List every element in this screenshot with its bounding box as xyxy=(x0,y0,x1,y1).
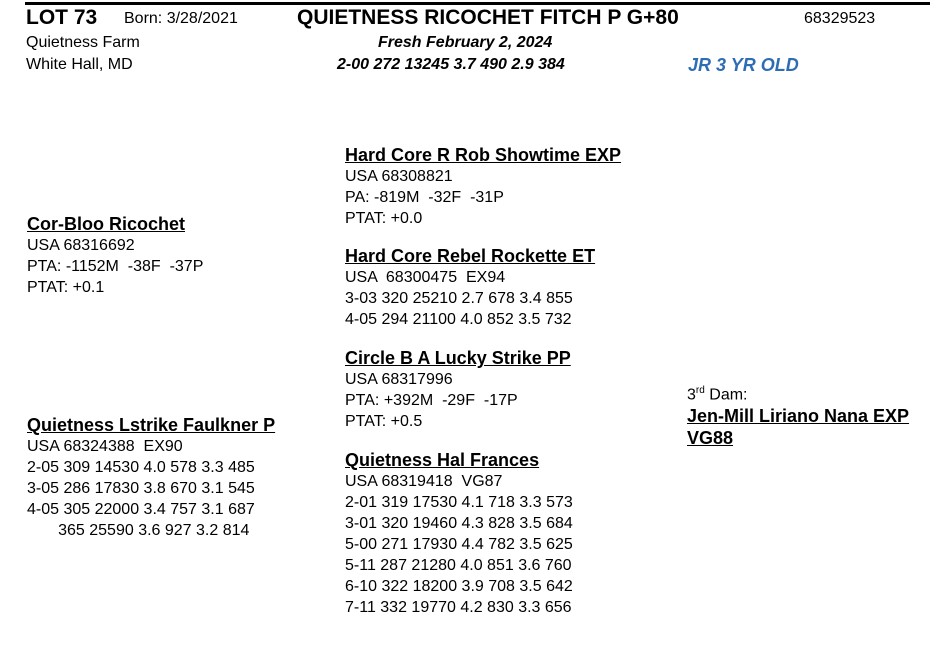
third-dam-label-number: 3 xyxy=(687,386,696,404)
dam-line: 365 25590 3.6 927 3.2 814 xyxy=(27,522,250,539)
dam-dam-line: 5-11 287 21280 4.0 851 3.6 760 xyxy=(345,557,572,574)
farm-name: Quietness Farm xyxy=(26,34,140,51)
registration-number: 68329523 xyxy=(804,10,876,27)
header-rule xyxy=(25,2,930,5)
dam-sire-line: PTA: +392M -29F -17P xyxy=(345,392,518,409)
dam-dam-line: 7-11 332 19770 4.2 830 3.3 656 xyxy=(345,599,572,616)
dam-dam-line: 6-10 322 18200 3.9 708 3.5 642 xyxy=(345,578,573,595)
dam-dam-line: USA 68319418 VG87 xyxy=(345,473,503,490)
third-dam-block xyxy=(687,380,909,449)
farm-location: White Hall, MD xyxy=(26,56,133,73)
dam-line: 4-05 305 22000 3.4 757 3.1 687 xyxy=(27,501,255,518)
third-dam-label-suffix: rd xyxy=(695,385,705,396)
birth-date: Born: 3/28/2021 xyxy=(124,10,238,27)
dam-dam-line: 2-01 319 17530 4.1 718 3.3 573 xyxy=(345,494,573,511)
sire-line: PTAT: +0.1 xyxy=(27,279,105,296)
third-dam-label-text: Dam: xyxy=(704,386,748,404)
sire-sire-name: Hard Core R Rob Showtime EXP xyxy=(345,145,622,165)
sire-block xyxy=(27,213,203,298)
animal-name: QUIETNESS RICOCHET FITCH P G+80 xyxy=(297,6,679,29)
sire-dam-block xyxy=(345,245,595,330)
dam-dam-name: Quietness Hal Frances xyxy=(345,450,540,470)
sire-name: Cor-Bloo Ricochet xyxy=(27,214,186,234)
dam-dam-line: 5-00 271 17930 4.4 782 3.5 625 xyxy=(345,536,573,553)
sire-dam-line: USA 68300475 EX94 xyxy=(345,269,506,286)
sire-sire-line: PTAT: +0.0 xyxy=(345,210,423,227)
age-class: JR 3 YR OLD xyxy=(688,55,799,75)
dam-sire-line: USA 68317996 xyxy=(345,371,453,388)
dam-sire-name: Circle B A Lucky Strike PP xyxy=(345,348,571,368)
dam-line: USA 68324388 EX90 xyxy=(27,438,183,455)
fresh-date: Fresh February 2, 2024 xyxy=(378,34,553,51)
dam-line: 2-05 309 14530 4.0 578 3.3 485 xyxy=(27,459,255,476)
lot-number: LOT 73 xyxy=(26,6,98,29)
sire-sire-block xyxy=(345,144,621,229)
third-dam-label xyxy=(687,380,909,405)
dam-sire-block xyxy=(345,347,571,432)
dam-block xyxy=(27,414,275,541)
third-dam-name: Jen-Mill Liriano Nana EXP xyxy=(687,406,910,427)
sire-sire-line: PA: -819M -32F -31P xyxy=(345,189,504,206)
dam-dam-line: 3-01 320 19460 4.3 828 3.5 684 xyxy=(345,515,573,532)
sire-line: PTA: -1152M -38F -37P xyxy=(27,258,204,275)
dam-line: 3-05 286 17830 3.8 670 3.1 545 xyxy=(27,480,255,497)
sire-sire-line: USA 68308821 xyxy=(345,168,453,185)
sire-dam-line: 4-05 294 21100 4.0 852 3.5 732 xyxy=(345,311,572,328)
dam-name: Quietness Lstrike Faulkner P xyxy=(27,415,276,435)
dam-dam-block xyxy=(345,449,573,618)
sire-dam-name: Hard Core Rebel Rockette ET xyxy=(345,246,596,266)
sire-dam-line: 3-03 320 25210 2.7 678 3.4 855 xyxy=(345,290,573,307)
sire-line: USA 68316692 xyxy=(27,237,135,254)
third-dam-classification: VG88 xyxy=(687,428,734,449)
production-record: 2-00 272 13245 3.7 490 2.9 384 xyxy=(337,56,565,73)
dam-sire-line: PTAT: +0.5 xyxy=(345,413,423,430)
